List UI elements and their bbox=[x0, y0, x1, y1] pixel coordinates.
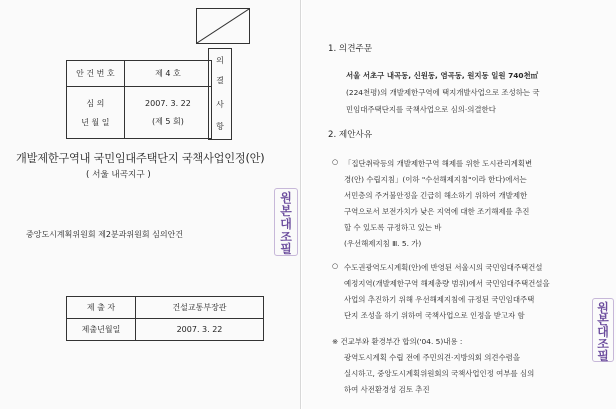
diagonal-line-icon bbox=[197, 9, 249, 43]
agenda-number-label: 안 건 번 호 bbox=[67, 61, 125, 87]
note-line: 하여 사전환경성 검토 추진 bbox=[344, 385, 430, 394]
stamp-char: 원 bbox=[597, 301, 609, 315]
submitter-value: 건설교통부장관 bbox=[136, 297, 264, 319]
diagonal-box bbox=[196, 8, 250, 44]
stamp-char: 대 bbox=[280, 217, 292, 231]
resolution-char: 결 bbox=[216, 76, 224, 85]
note-line: 광역도시계획 수립 전에 주민의견·지방의회 의견수렴을 bbox=[344, 353, 520, 362]
stamp-char: 조 bbox=[597, 337, 609, 351]
section2-para2-line: 사업의 추진하기 위해 우선해제지침에 규정된 국민임대주택 bbox=[344, 295, 535, 304]
stamp-char: 본 bbox=[597, 313, 609, 327]
section2-para1-line: 「집단취락등의 개발제한구역 해제를 위한 도시관리계획변 bbox=[344, 159, 533, 168]
section2-para2-line: 예정지역(개발제한구역 해제총량 범위)에서 국민임대주택건설을 bbox=[344, 279, 550, 288]
bullet-icon: ○ bbox=[332, 158, 339, 166]
review-date-label-line1: 심 의 bbox=[86, 98, 105, 108]
committee-line: 중앙도시계획위원회 제2분과위원회 심의안건 bbox=[26, 230, 184, 239]
review-date-value bbox=[124, 87, 211, 139]
review-date-value-line1: 2007. 3. 22 bbox=[145, 98, 191, 108]
section2-heading: 2. 제안사유 bbox=[328, 130, 373, 140]
agenda-number-value: 제 4 호 bbox=[124, 61, 211, 87]
submitter-table bbox=[66, 296, 264, 341]
agenda-title: 개발제한구역내 국민임대주택단지 국책사업인정(안) bbox=[16, 152, 265, 165]
resolution-char: 사 bbox=[216, 100, 224, 109]
stamp-char: 본 bbox=[280, 204, 292, 218]
section2-para1-line: 서민층의 주거불안정을 긴급히 해소하기 위하여 개발제한 bbox=[344, 191, 528, 200]
resolution-char: 항 bbox=[216, 122, 224, 131]
review-date-label-line2: 년 월 일 bbox=[81, 117, 110, 127]
original-verified-stamp bbox=[274, 188, 298, 256]
note-line: 실시하고, 중앙도시계획위원회의 국책사업인정 여부를 심의 bbox=[344, 369, 535, 378]
stamp-char: 대 bbox=[597, 325, 609, 339]
bullet-icon: ○ bbox=[332, 262, 339, 270]
section2-para2-line: 단지 조성을 하기 위하여 국책사업으로 인정을 받고자 함 bbox=[344, 311, 525, 320]
submit-date-value: 2007. 3. 22 bbox=[136, 319, 264, 341]
review-date-label bbox=[67, 87, 125, 139]
section1-line: 민임대주택단지를 국책사업으로 심의·의결한다 bbox=[346, 105, 496, 114]
cover-page bbox=[0, 0, 301, 409]
stamp-char: 조 bbox=[280, 230, 292, 244]
stamp-char: 필 bbox=[280, 242, 292, 256]
section2-para1-line: 할 수 있도록 규정하고 있는 바 bbox=[344, 223, 442, 232]
section1-line: (224천평)의 개발제한구역에 택지개발사업으로 조성하는 국 bbox=[346, 88, 540, 97]
review-session-value: (제 5 회) bbox=[152, 116, 184, 126]
section2-para1-line: 구역으로서 보전가치가 낮은 지역에 대한 조기해제를 추진 bbox=[344, 207, 530, 216]
section2-para1-line: 경(안) 수립지침」(이하 "수선해제지침"이라 한다)에서는 bbox=[344, 175, 527, 184]
content-page bbox=[302, 0, 616, 409]
agenda-subtitle: ( 서울 내곡지구 ) bbox=[86, 170, 151, 180]
original-verified-stamp bbox=[592, 298, 614, 362]
section2-para2-line: 수도권광역도시계획(안)에 반영된 서울시의 국민임대주택건설 bbox=[344, 263, 543, 272]
stamp-char: 원 bbox=[280, 191, 292, 205]
section1-heading: 1. 의견주문 bbox=[328, 44, 373, 54]
resolution-box bbox=[208, 48, 232, 140]
submitter-label: 제 출 자 bbox=[67, 297, 136, 319]
section1-line: 서울 서초구 내곡동, 신원동, 염곡동, 원지동 일원 740천㎡ bbox=[346, 71, 539, 80]
section2-para1-line: (우선해제지침 Ⅲ. 5. 가) bbox=[344, 239, 422, 248]
note-heading: ※ 건교부와 환경부간 합의('04. 5)내용 : bbox=[332, 337, 463, 346]
stamp-char: 필 bbox=[597, 349, 609, 363]
submit-date-label: 제출년월일 bbox=[67, 319, 136, 341]
resolution-char: 의 bbox=[216, 56, 224, 65]
